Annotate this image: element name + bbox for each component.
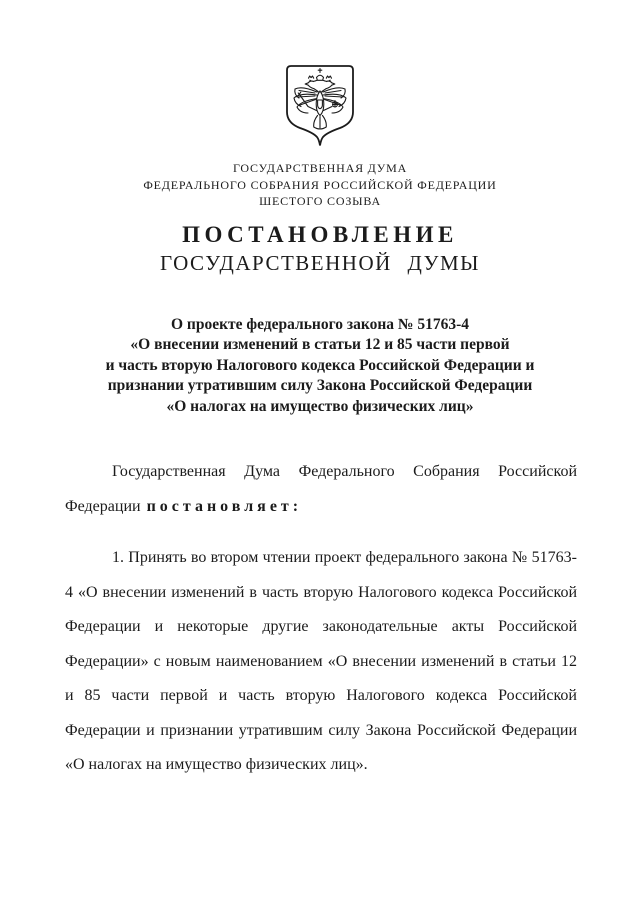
- enacting-paragraph: [65, 455, 577, 524]
- document-type-heading: ПОСТАНОВЛЕНИЕ: [182, 221, 458, 247]
- title-line: и часть вторую Налогового кодекса Российской Федерации и: [105, 356, 535, 374]
- org-name-line2: ФЕДЕРАЛЬНОГО СОБРАНИЯ РОССИЙСКОЙ ФЕДЕРАЦИИ: [143, 177, 497, 192]
- resolution-title: [0, 315, 640, 418]
- org-name-line3: ШЕСТОГО СОЗЫВА: [259, 194, 381, 208]
- title-line: О проекте федерального закона № 51763-4: [170, 315, 469, 333]
- title-line: «О внесении изменений в статьи 12 и 85 части первой: [130, 336, 510, 354]
- issuing-organization: [0, 160, 640, 210]
- org-name-line1: ГОСУДАРСТВЕННАЯ ДУМА: [232, 161, 408, 175]
- enacting-verb: постановляет:: [146, 497, 303, 515]
- russia-coat-of-arms-icon: [282, 62, 358, 154]
- resolution-body: [65, 455, 577, 783]
- document-type-subheading: ГОСУДАРСТВЕННОЙ ДУМЫ: [160, 250, 480, 275]
- title-line: признании утратившим силу Закона Российской Федерации: [107, 377, 533, 395]
- item-1-paragraph: 1. Принять во втором чтении проект федерального закона № 51763-4 «О внесении изменений в часть вторую Налогового кодекса Российской Федерации и некоторые другие законодательные акты Российской Федерации» с новым наименованием «О внесении изменений в статьи 12 и 85 части первой и часть вторую Налогового кодекса Российской Федерации и признании утратившим силу Закона Российской Федерации «О налогах на имущество физических лиц».: [65, 549, 577, 774]
- title-line: «О налогах на имущество физических лиц»: [166, 397, 474, 415]
- emblem-container: [0, 0, 640, 154]
- enacting-text: Государственная Дума Федерального Собрания Российской Федерации: [65, 463, 577, 515]
